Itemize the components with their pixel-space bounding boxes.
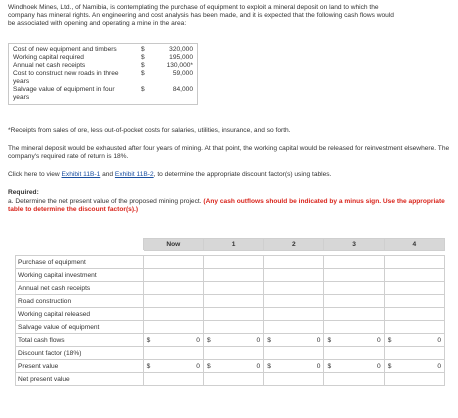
param-currency: $ xyxy=(141,85,145,93)
input-cell-year-2[interactable] xyxy=(264,282,324,295)
table-row-present-value xyxy=(16,360,445,373)
money-amount xyxy=(147,363,200,370)
required-prompt: a. Determine the net present value of the proposed mining project. xyxy=(8,197,204,205)
param-currency: $ xyxy=(141,45,145,53)
input-cell-now[interactable] xyxy=(143,295,203,308)
exhibit-11b2-link[interactable]: Exhibit 11B-2 xyxy=(114,171,154,179)
param-label: Cost to construct new roads in three years xyxy=(13,69,119,85)
input-cell-now[interactable] xyxy=(143,321,203,334)
input-cell-now[interactable] xyxy=(143,347,203,360)
input-cell-year-3[interactable] xyxy=(324,347,384,360)
currency-sign: $ xyxy=(327,362,332,370)
footnote: *Receipts from sales of ore, less out-of-pocket costs for salaries, utilities, insurance, and so forth. xyxy=(8,126,291,134)
pv-cell-year-4 xyxy=(384,360,444,373)
table-row-wc-released xyxy=(16,308,445,321)
input-cell-year-1[interactable] xyxy=(203,308,263,321)
input-cell-year-3[interactable] xyxy=(324,282,384,295)
cell-value: 0 xyxy=(377,336,381,344)
total-cell-now xyxy=(143,334,203,347)
param-label: Annual net cash receipts xyxy=(13,61,86,69)
empty-cell xyxy=(203,373,263,386)
table-row-road-construction xyxy=(16,295,445,308)
currency-sign: $ xyxy=(146,362,151,370)
param-label: Salvage value of equipment in four years xyxy=(13,85,115,101)
cell-value: 0 xyxy=(196,336,200,344)
cell-value: 0 xyxy=(316,336,321,344)
row-label: Working capital investment xyxy=(16,269,144,282)
input-cell-now[interactable] xyxy=(143,269,203,282)
exhibit-11b1-link[interactable]: Exhibit 11B-1 xyxy=(61,171,101,179)
input-cell-year-2[interactable] xyxy=(264,347,324,360)
table-row-npv xyxy=(16,373,445,386)
param-row xyxy=(13,54,193,62)
input-cell-year-4[interactable] xyxy=(384,295,444,308)
currency-sign: $ xyxy=(267,362,271,370)
param-amount xyxy=(141,46,193,54)
column-header-4: 4 xyxy=(384,239,444,251)
currency-sign: $ xyxy=(267,336,271,344)
table-row-discount-factor xyxy=(16,347,445,360)
input-cell-year-4[interactable] xyxy=(384,308,444,321)
input-cell-year-2[interactable] xyxy=(264,256,324,269)
mineral-paragraph: The mineral deposit would be exhausted after four years of mining. At that point, the working capital would be released for reinvestment elsewhere. The company's required rate of return is 18%. xyxy=(8,144,450,161)
cell-value: 0 xyxy=(437,336,441,344)
param-value: 130,000* xyxy=(166,61,193,69)
row-label: Net present value xyxy=(16,373,144,386)
param-row xyxy=(13,70,193,86)
table-header-row xyxy=(16,239,445,251)
param-value: 59,000 xyxy=(172,69,193,77)
currency-sign: $ xyxy=(387,336,392,344)
exhibit-text: and xyxy=(100,171,115,179)
row-label: Present value xyxy=(16,360,144,373)
input-cell-now[interactable] xyxy=(143,282,203,295)
money-amount xyxy=(388,337,441,344)
currency-sign: $ xyxy=(206,362,211,370)
total-cell-year-3 xyxy=(324,334,384,347)
row-label: Salvage value of equipment xyxy=(16,321,144,334)
npv-input-cell[interactable] xyxy=(143,373,203,386)
table-row-purchase xyxy=(16,256,445,269)
money-amount xyxy=(147,337,200,344)
input-cell-year-1[interactable] xyxy=(203,256,263,269)
exhibit-text: Click here to view xyxy=(8,171,62,179)
column-header-now: Now xyxy=(143,239,203,251)
exhibit-text: , to determine the appropriate discount factor(s) using tables. xyxy=(153,171,332,179)
currency-sign: $ xyxy=(327,336,332,344)
required-instruction: (Any cash outflows should be indicated by a minus sign. Use the appropriate table to determine the discount factor(s).) xyxy=(8,197,445,213)
required-part-a xyxy=(8,198,454,214)
table-row-salvage xyxy=(16,321,445,334)
pv-cell-year-2 xyxy=(264,360,324,373)
input-cell-year-3[interactable] xyxy=(324,269,384,282)
input-cell-year-1[interactable] xyxy=(203,321,263,334)
money-amount xyxy=(388,363,441,370)
input-cell-year-3[interactable] xyxy=(324,295,384,308)
param-label: Cost of new equipment and timbers xyxy=(13,45,117,53)
pv-cell-year-3 xyxy=(324,360,384,373)
header-blank xyxy=(16,239,144,251)
input-cell-year-3[interactable] xyxy=(324,256,384,269)
money-amount xyxy=(327,337,380,344)
row-label: Working capital released xyxy=(16,308,144,321)
table-row-annual-receipts xyxy=(16,282,445,295)
input-cell-year-1[interactable] xyxy=(203,347,263,360)
cell-value: 0 xyxy=(377,362,381,370)
row-label: Discount factor (18%) xyxy=(16,347,144,360)
input-cell-year-4[interactable] xyxy=(384,282,444,295)
input-cell-year-2[interactable] xyxy=(264,269,324,282)
input-cell-year-2[interactable] xyxy=(264,295,324,308)
cell-value: 0 xyxy=(256,362,261,370)
table-row-total xyxy=(16,334,445,347)
pv-cell-now xyxy=(143,360,203,373)
column-header-2: 2 xyxy=(264,239,324,251)
exhibit-instructions xyxy=(8,171,454,179)
input-cell-year-2[interactable] xyxy=(264,308,324,321)
table-row-working-capital xyxy=(16,269,445,282)
param-currency: $ xyxy=(141,69,145,77)
param-value: 84,000 xyxy=(172,85,193,93)
param-label: Working capital required xyxy=(13,53,84,61)
input-cell-year-1[interactable] xyxy=(203,295,263,308)
param-row xyxy=(13,62,193,70)
param-value: 195,000 xyxy=(169,53,193,61)
input-cell-year-3[interactable] xyxy=(324,321,384,334)
cash-flow-parameters xyxy=(8,43,198,105)
input-cell-year-1[interactable] xyxy=(203,282,263,295)
row-label: Road construction xyxy=(16,295,144,308)
input-cell-year-3[interactable] xyxy=(324,308,384,321)
param-currency: $ xyxy=(141,61,145,69)
npv-worksheet-table xyxy=(15,238,445,386)
input-cell-now[interactable] xyxy=(143,256,203,269)
pv-cell-year-1 xyxy=(203,360,263,373)
currency-sign: $ xyxy=(387,362,392,370)
input-cell-year-2[interactable] xyxy=(264,321,324,334)
currency-sign: $ xyxy=(206,336,211,344)
row-label: Total cash flows xyxy=(16,334,144,347)
row-label: Purchase of equipment xyxy=(16,256,144,269)
empty-cell xyxy=(264,373,324,386)
input-cell-year-1[interactable] xyxy=(203,269,263,282)
money-amount xyxy=(207,363,260,370)
money-amount xyxy=(267,363,320,370)
input-cell-year-4[interactable] xyxy=(384,269,444,282)
money-amount xyxy=(207,337,260,344)
input-cell-now[interactable] xyxy=(143,308,203,321)
param-row xyxy=(13,46,193,54)
money-amount xyxy=(267,337,320,344)
input-cell-year-4[interactable] xyxy=(384,321,444,334)
empty-cell xyxy=(324,373,384,386)
total-cell-year-4 xyxy=(384,334,444,347)
required-heading: Required: xyxy=(8,189,39,197)
column-header-1: 1 xyxy=(203,239,263,251)
column-header-3: 3 xyxy=(324,239,384,251)
param-amount xyxy=(141,70,193,86)
input-cell-year-4[interactable] xyxy=(384,347,444,360)
intro-paragraph: Windhoek Mines, Ltd., of Namibia, is contemplating the purchase of equipment to exploit a mineral deposit on land to which the company has mineral rights. An engineering and cost analysis has been made, and it is expected that the following cash flows would be associated with opening and operating a mine in the area: xyxy=(8,4,394,28)
input-cell-year-4[interactable] xyxy=(384,256,444,269)
total-cell-year-2 xyxy=(264,334,324,347)
cell-value: 0 xyxy=(437,362,441,370)
param-amount xyxy=(141,62,193,70)
problem-content xyxy=(8,4,454,214)
money-amount xyxy=(327,363,380,370)
row-label: Annual net cash receipts xyxy=(16,282,144,295)
param-amount xyxy=(141,54,193,62)
param-row xyxy=(13,86,193,102)
param-amount xyxy=(141,86,193,102)
total-cell-year-1 xyxy=(203,334,263,347)
param-value: 320,000 xyxy=(169,45,193,53)
cell-value: 0 xyxy=(196,362,200,370)
currency-sign: $ xyxy=(146,336,151,344)
empty-cell xyxy=(384,373,444,386)
param-currency: $ xyxy=(141,53,145,61)
cell-value: 0 xyxy=(316,362,321,370)
cell-value: 0 xyxy=(256,336,261,344)
